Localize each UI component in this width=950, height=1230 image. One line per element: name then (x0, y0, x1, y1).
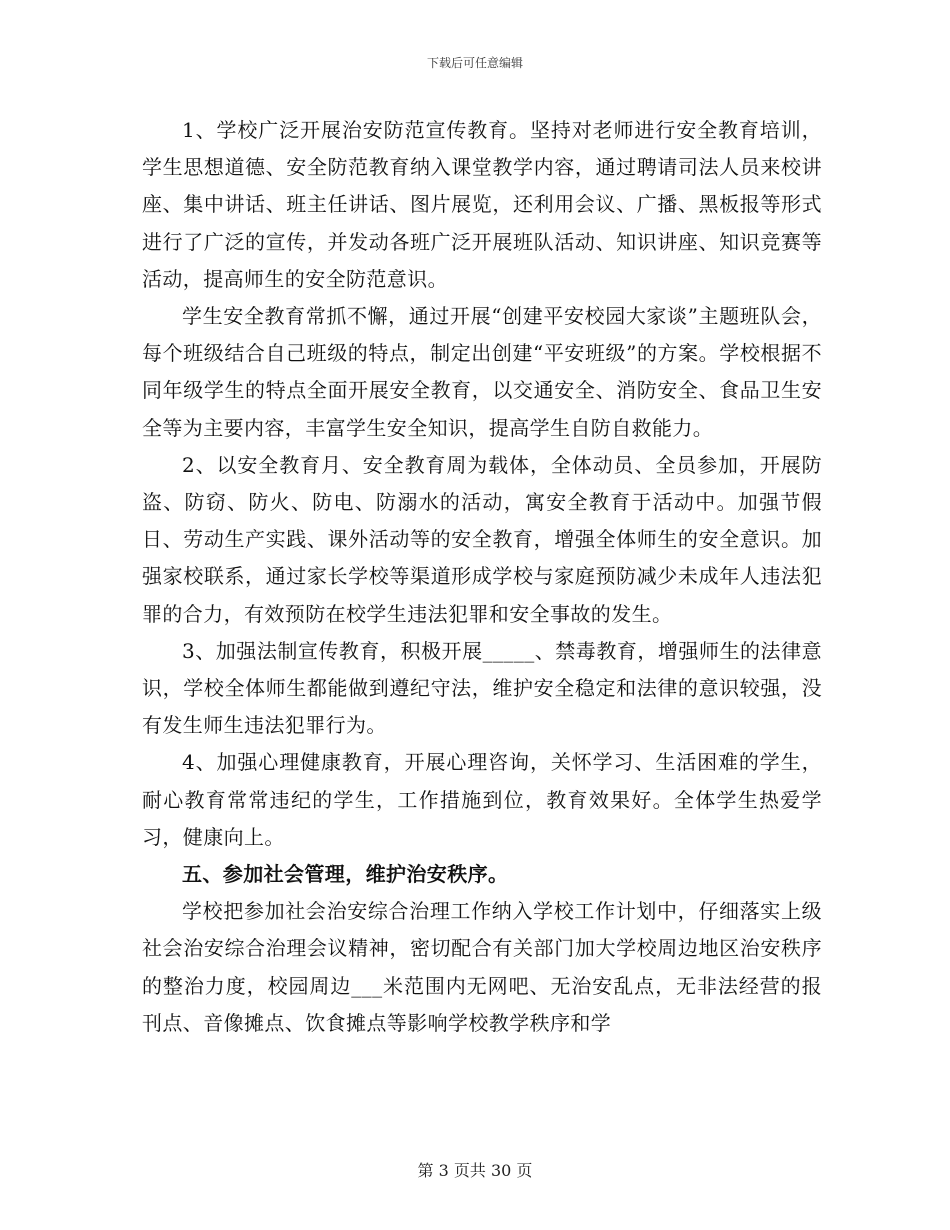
section-heading: 五、参加社会管理，维护治安秩序。 (182, 862, 509, 887)
paragraph-2: 学生安全教育常抓不懈，通过开展“创建平安校园大家谈”主题班队会，每个班级结合自己班级的特点，制定出创建“平安班级”的方案。学校根据不同年级学生的特点全面开展安全教育，以交通安全、消防安全、食品卫生安全等为主要内容，丰富学生安全知识，提高学生自防自救能力。 (142, 304, 822, 440)
paragraph-4: 3、加强法制宣传教育，积极开展_____、禁毒教育，增强师生的法律意识，学校全体师生都能做到遵纪守法，维护安全稳定和法律的意识较强，没有发生师生违法犯罪行为。 (142, 638, 822, 738)
paragraph-6: 学校把参加社会治安综合治理工作纳入学校工作计划中，仔细落实上级社会治安综合治理会议精神，密切配合有关部门加大学校周边地区治安秩序的整治力度，校园周边___米范围内无网吧、无治安乱点，无非法经营的报刊点、音像摊点、饮食摊点等影响学校教学秩序和学 (142, 899, 822, 1035)
document-body (142, 112, 822, 1042)
paragraph-3: 2、以安全教育月、安全教育周为载体，全体动员、全员参加，开展防盗、防窃、防火、防电、防溺水的活动，寓安全教育于活动中。加强节假日、劳动生产实践、课外活动等的安全教育，增强全体师生的安全意识。加强家校联系，通过家长学校等渠道形成学校与家庭预防减少未成年人违法犯罪的合力，有效预防在校学生违法犯罪和安全事故的发生。 (142, 452, 822, 626)
page-number: 第 3 页共 30 页 (417, 1161, 533, 1180)
paragraph-1: 1、学校广泛开展治安防范宣传教育。坚持对老师进行安全教育培训，学生思想道德、安全防范教育纳入课堂教学内容，通过聘请司法人员来校讲座、集中讲话、班主任讲话、图片展览，还利用会议、广播、黑板报等形式进行了广泛的宣传，并发动各班广泛开展班队活动、知识讲座、知识竞赛等活动，提高师生的安全防范意识。 (142, 118, 822, 291)
paragraph-5: 4、加强心理健康教育，开展心理咨询，关怀学习、生活困难的学生，耐心教育常常违纪的学生，工作措施到位，教育效果好。全体学生热爱学习，健康向上。 (142, 750, 822, 849)
page-header: 下载后可任意编辑 (426, 56, 523, 70)
